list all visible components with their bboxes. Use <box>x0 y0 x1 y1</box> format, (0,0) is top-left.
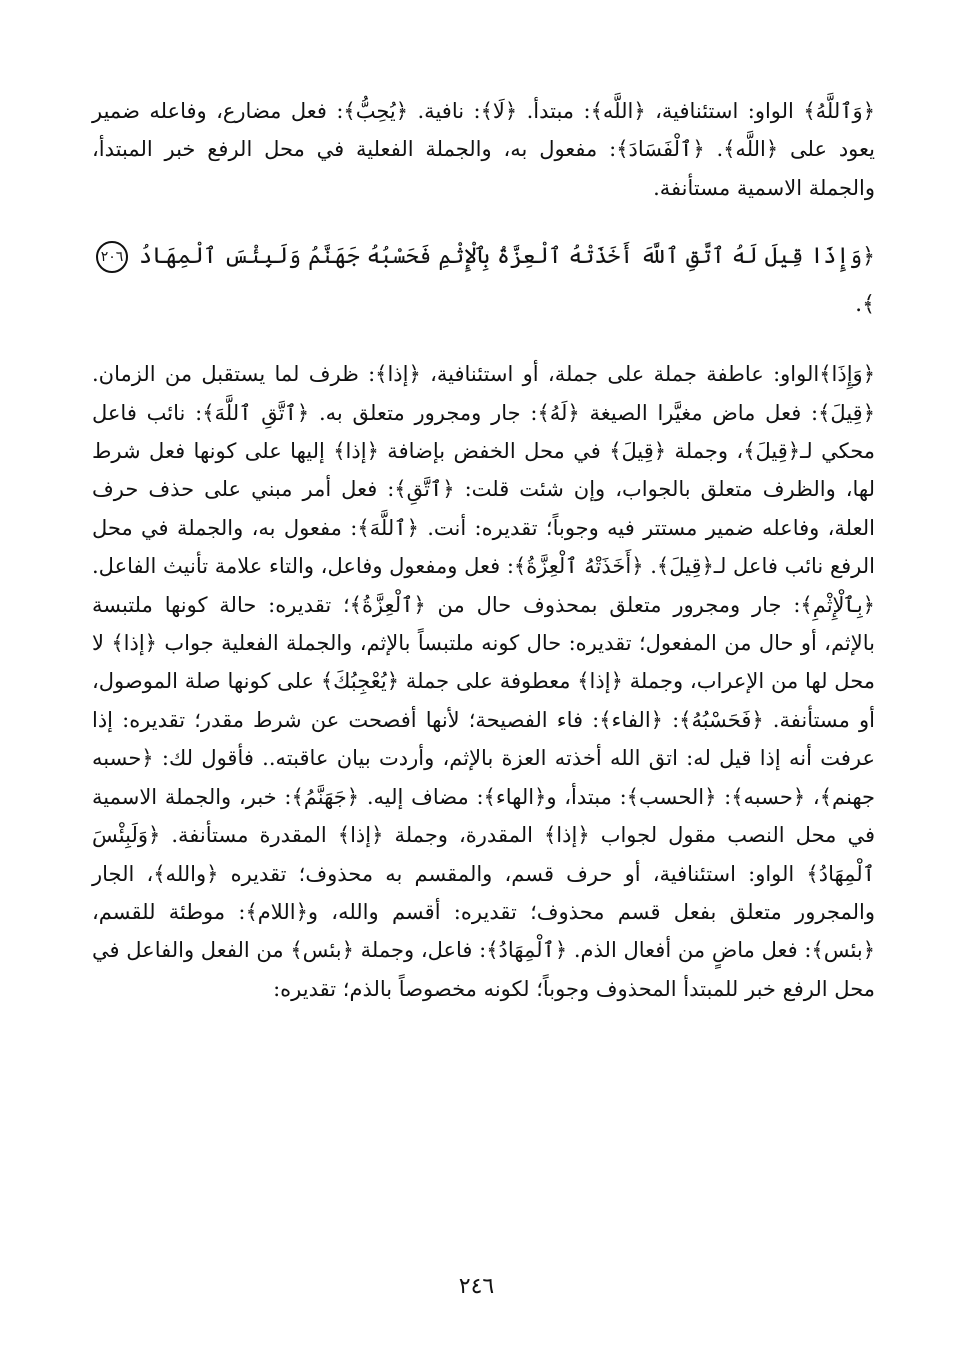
verse-end: ﴾. <box>855 292 875 318</box>
paragraph-2: ﴿وَإِذَا﴾الواو: عاطفة جملة على جملة، أو استئنافية، ﴿إذا﴾: ظرف لما يستقبل من الزمان. ﴿قِيلَ﴾: فعل ماض مغيَّرا الصيغة ﴿لَهُ﴾: جار ومجرور متعلق به. ﴿ٱتَّقِ ٱللَّهَ﴾: نائب فاعل محكي لـ﴿قِيلَ﴾، وجملة ﴿قِيلَ﴾ في محل الخفض بإضافة ﴿إذا﴾ إليها على كونها فعل شرط لها، والظرف متعلق بالجواب، وإن شئت قلت: ﴿ٱتَّقِ﴾: فعل أمر مبني على حذف حرف العلة، وفاعله ضمير مستتر فيه وجوباً؛ تقديره: أنت. ﴿ٱللَّهَ﴾: مفعول به، والجملة في محل الرفع نائب فاعل لـ﴿قِيلَ﴾. ﴿أَخَذَتْهُ ٱلْعِزَّةُ﴾: فعل ومفعول وفاعل، والتاء علامة تأنيث الفاعل. ﴿بِٱلْإِثْمِ﴾: جار ومجرور متعلق بمحذوف حال من ﴿ٱلْعِزَّةُ﴾؛ تقديره: حالة كونها ملتبسة بالإثم، أو حال من المفعول؛ تقديره: حال كونه ملتبساً بالإثم، والجملة الفعلية جواب ﴿إذا﴾ لا محل لها من الإعراب، وجملة ﴿إذا﴾ معطوفة على جملة ﴿يُعْجِبُكَ﴾ على كونها صلة الموصول، أو مستأنفة. ﴿فَحَسْبُهُ﴾: ﴿الفاء﴾: فاء الفصيحة؛ لأنها أفصحت عن شرط مقدر؛ تقديره: إذا عرفت أنه إذا قيل له: اتق الله أخذته العزة بالإثم، وأردت بيان عاقبته.. فأقول لك: ﴿حسبه جهنم﴾، ﴿حسبه﴾: ﴿الحسب﴾: مبتدأ، و﴿الهاء﴾: مضاف إليه. ﴿جَهَنَّمُ﴾: خبر، والجملة الاسمية في محل النصب مقول لجواب ﴿إذا﴾ المقدرة، وجملة ﴿إذا﴾ المقدرة مستأنفة. ﴿وَلَبِئْسَ ٱلْمِهَادُ﴾ الواو: استئنافية، أو حرف قسم، والمقسم به محذوف؛ تقديره ﴿والله﴾، الجار والمجرور متعلق بفعل قسم محذوف؛ تقديره: أقسم والله، و﴿اللام﴾: موطئة للقسم، ﴿بئس﴾: فعل ماضٍ من أفعال الذم. ﴿ٱلْمِهَادُ﴾: فاعل، وجملة ﴿بئس﴾ من الفعل والفاعل في محل الرفع خبر للمبتدأ المحذوف وجوباً؛ لكونه مخصوصاً بالذم؛ تقديره: <box>92 362 875 1001</box>
verse-text: ﴿وَإِذَا قِيلَ لَهُ ٱتَّقِ ٱللَّهَ أَخَذَتْهُ ٱلْعِزَّةُ بِٱلْإِثْمِ فَحَسْبُهُ جَهَنَّمُ وَلَبِئْسَ ٱلْمِهَادُ <box>139 244 875 270</box>
paragraph-1: ﴿وَٱللَّهُ﴾ الواو: استئنافية، ﴿اللَّه﴾: مبتدأ. ﴿لَا﴾: نافية. ﴿يُحِبُّ﴾: فعل مضارع، وفاعله ضمير يعود على ﴿اللَّه﴾. ﴿ٱلْفَسَادَ﴾: مفعول به، والجملة الفعلية في محل الرفع خبر المبتدأ، والجملة الاسمية مستأنفة. <box>92 99 875 200</box>
page-number: ٢٤٦ <box>458 1274 495 1299</box>
page-body <box>92 92 875 1301</box>
quran-verse <box>92 233 875 329</box>
verse-number-badge: ٢٠٦ <box>96 241 128 273</box>
